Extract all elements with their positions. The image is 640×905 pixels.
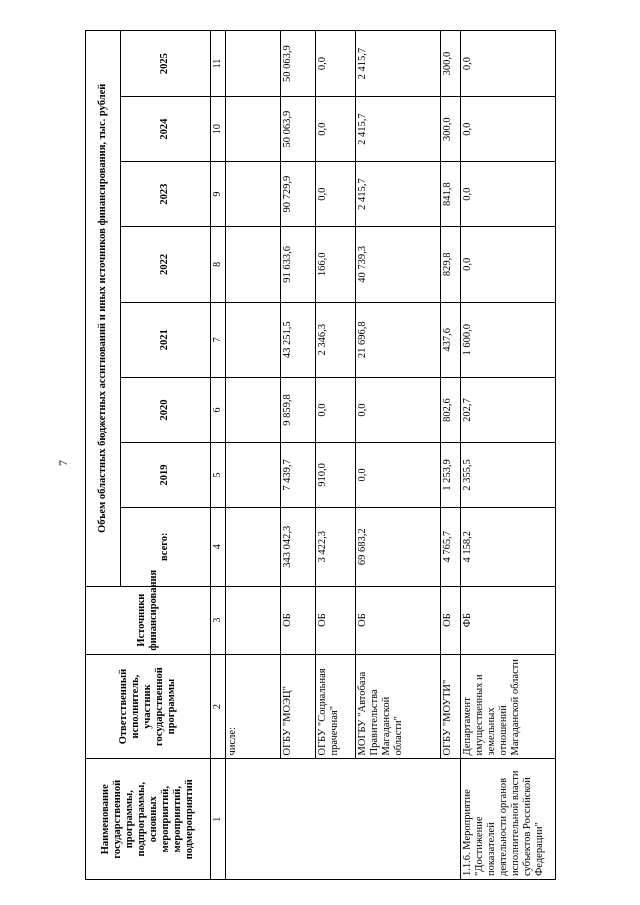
row-executor: ОГБУ "МОЭЦ" (280, 654, 315, 759)
header-year: 2021 (121, 302, 211, 377)
row-value: 437,6 (440, 302, 460, 377)
row-value: 9 859,8 (280, 378, 315, 443)
header-year: 2019 (121, 442, 211, 507)
header-year: 2023 (121, 162, 211, 227)
row-value: 829,8 (440, 227, 460, 302)
row-value (225, 97, 280, 162)
row-value: 2 415,7 (355, 31, 440, 97)
row-value: 300,0 (440, 97, 460, 162)
row-value: 0,0 (315, 97, 355, 162)
row-value: 841,8 (440, 162, 460, 227)
table-row (355, 31, 440, 880)
row-value: 90 729,9 (280, 162, 315, 227)
row-name: 1.1.6. Мероприятие "Достижение показателей деятельности органов исполнительной власти субъектов Российской Федерации" (460, 759, 555, 880)
row-value (225, 442, 280, 507)
column-number: 11 (211, 31, 226, 97)
column-number: 8 (211, 227, 226, 302)
row-value: 69 683,2 (355, 507, 440, 586)
row-value: 802,6 (440, 378, 460, 443)
row-value: 166,0 (315, 227, 355, 302)
row-value: 2 415,7 (355, 97, 440, 162)
row-value: 1 253,9 (440, 442, 460, 507)
row-value: 0,0 (315, 162, 355, 227)
row-value: 40 739,3 (355, 227, 440, 302)
row-value: 0,0 (315, 31, 355, 97)
row-source: ФБ (460, 586, 555, 654)
row-value: 2 415,7 (355, 162, 440, 227)
row-value: 2 346,3 (315, 302, 355, 377)
column-number: 3 (211, 586, 226, 654)
row-value: 3 422,3 (315, 507, 355, 586)
column-number: 5 (211, 442, 226, 507)
column-number: 4 (211, 507, 226, 586)
row-value: 0,0 (460, 97, 555, 162)
table-row (460, 31, 555, 880)
header-name: Наименование государственной программы, подпрограммы, основных мероприятий, мероприятий, подмероприятий (86, 759, 211, 880)
row-value (225, 507, 280, 586)
row-source (225, 586, 280, 654)
rotated-page (85, 30, 555, 880)
table-row (225, 31, 280, 880)
column-number: 9 (211, 162, 226, 227)
row-value: 2 355,5 (460, 442, 555, 507)
header-year: 2020 (121, 378, 211, 443)
row-value: 300,0 (440, 31, 460, 97)
row-value: 910,0 (315, 442, 355, 507)
row-value: 1 600,0 (460, 302, 555, 377)
column-number: 6 (211, 378, 226, 443)
row-value: 0,0 (460, 31, 555, 97)
table-row (440, 31, 460, 880)
column-number-row (211, 31, 226, 880)
row-executor: МОГБУ "Автобаза Правительства Магаданской области" (355, 654, 440, 759)
row-value: 0,0 (355, 378, 440, 443)
row-value: 4 765,7 (440, 507, 460, 586)
column-number: 7 (211, 302, 226, 377)
row-source: ОБ (280, 586, 315, 654)
row-value: 43 251,5 (280, 302, 315, 377)
table-row (280, 31, 315, 880)
row-value (225, 378, 280, 443)
row-value: 50 063,9 (280, 31, 315, 97)
row-value: 50 063,9 (280, 97, 315, 162)
row-name (225, 759, 460, 880)
header-source: Источники финансирования (86, 586, 211, 654)
row-value: 0,0 (460, 162, 555, 227)
row-value: 0,0 (315, 378, 355, 443)
header-executor: Ответственный исполнитель, участник государственной программы (86, 654, 211, 759)
page-number: 7 (56, 460, 70, 466)
row-value (225, 162, 280, 227)
row-value: 0,0 (460, 227, 555, 302)
row-executor: Департамент имущественных и земельных отношений Магаданской области (460, 654, 555, 759)
header-volume: Объем областных бюджетных ассигнований и иных источников финансирования, тыс. рублей (86, 31, 121, 587)
row-source: ОБ (440, 586, 460, 654)
column-number: 2 (211, 654, 226, 759)
column-number: 1 (211, 759, 226, 880)
header-year: 2022 (121, 227, 211, 302)
row-value (225, 302, 280, 377)
header-total: всего: (121, 507, 211, 586)
financing-table (85, 30, 556, 880)
column-number: 10 (211, 97, 226, 162)
row-executor: ОГБУ "Социальная прачечная" (315, 654, 355, 759)
row-value: 202,7 (460, 378, 555, 443)
row-source: ОБ (355, 586, 440, 654)
row-value: 21 696,8 (355, 302, 440, 377)
row-value: 7 439,7 (280, 442, 315, 507)
header-year: 2024 (121, 97, 211, 162)
row-value: 91 633,6 (280, 227, 315, 302)
row-value: 343 042,3 (280, 507, 315, 586)
row-value (225, 31, 280, 97)
row-value: 4 158,2 (460, 507, 555, 586)
header-year: 2025 (121, 31, 211, 97)
table-row (315, 31, 355, 880)
row-value: 0,0 (355, 442, 440, 507)
row-executor: ОГБУ "МОУТИ" (440, 654, 460, 759)
row-source: ОБ (315, 586, 355, 654)
row-executor: числе: (225, 654, 280, 759)
row-value (225, 227, 280, 302)
